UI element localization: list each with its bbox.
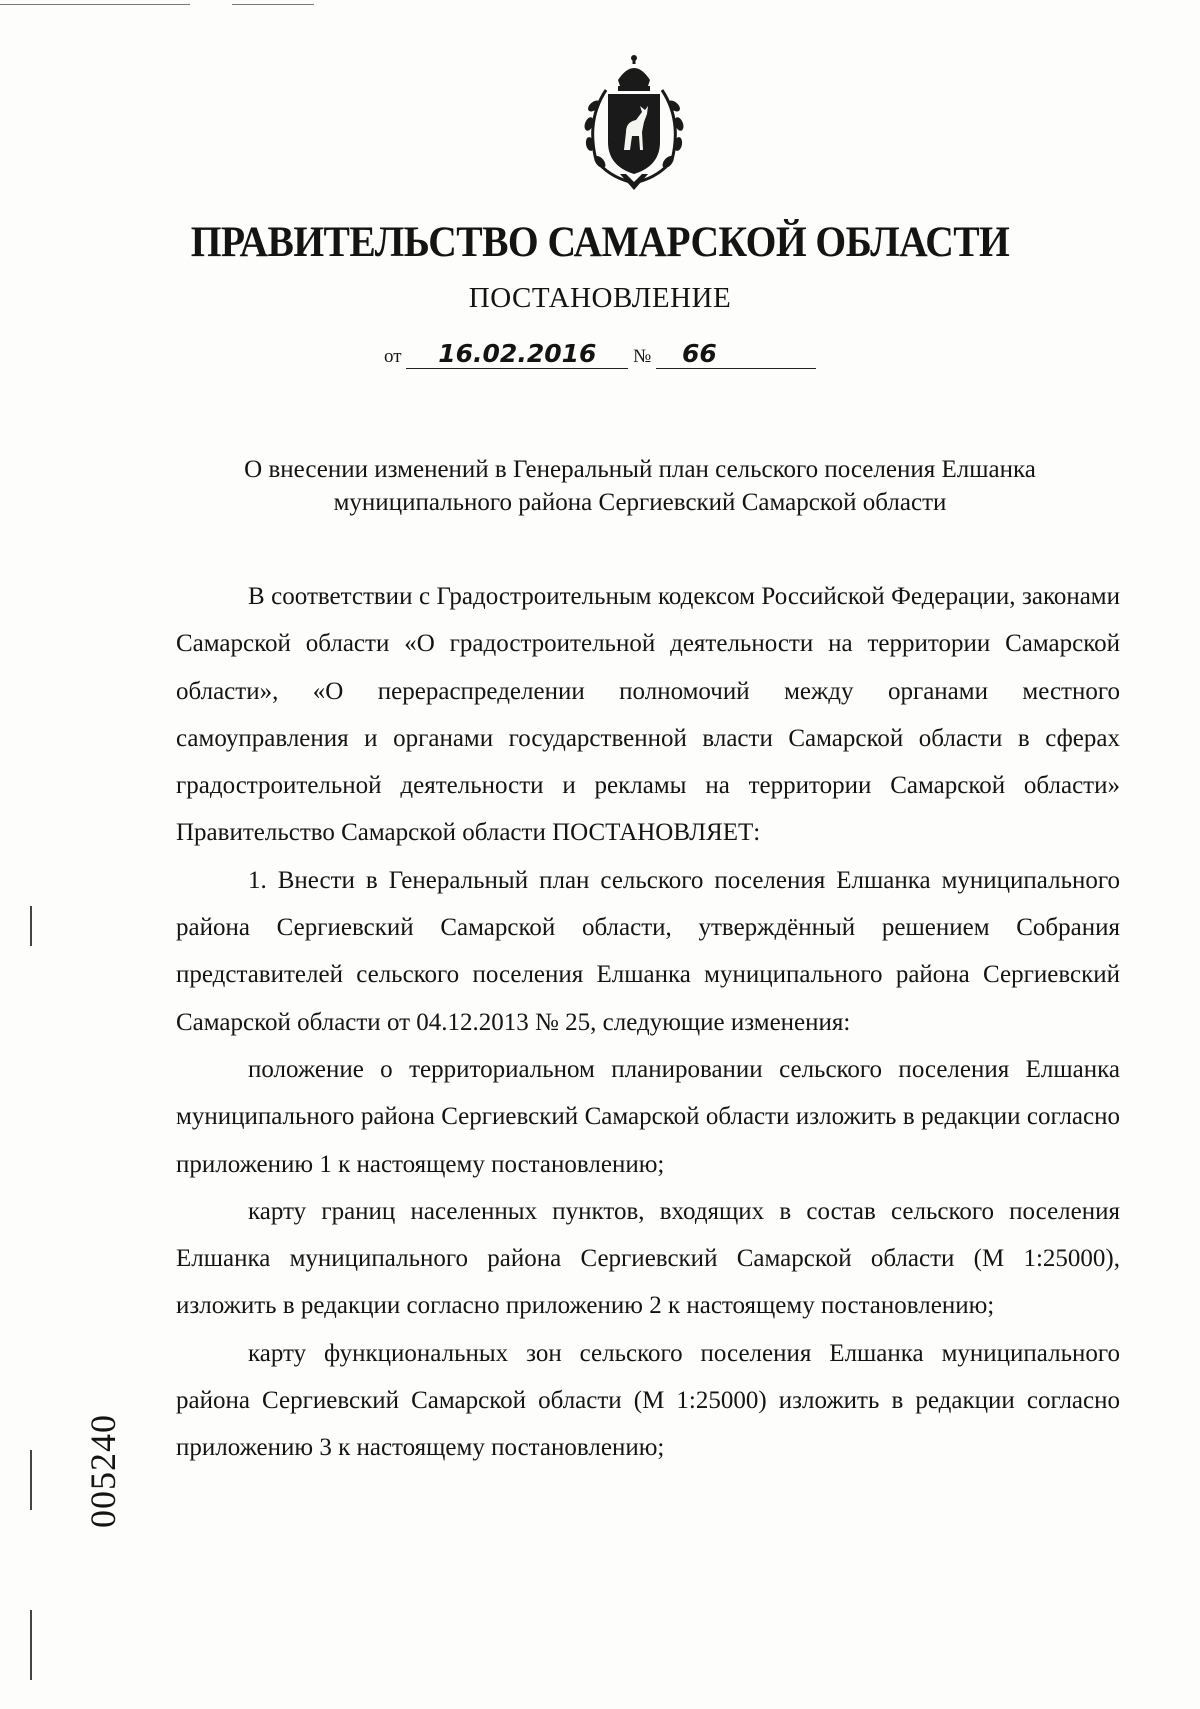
body-paragraph: карту границ населенных пунктов, входящих в состав сельского поселения Елшанка муниципального района Сергиевский Самарской области (М 1:25000), изложить в редакции согласно приложению 2 к настоящему постановлению; <box>176 1197 1120 1320</box>
scan-artifact-mark <box>30 1610 32 1680</box>
scan-artifact-mark <box>30 1450 32 1510</box>
document-type: ПОСТАНОВЛЕНИЕ <box>468 282 732 314</box>
document-date: 16.02.2016 <box>406 340 628 369</box>
coat-of-arms-icon <box>572 50 696 190</box>
subject-line: О внесении изменений в Генеральный план сельского поселения Елшанка <box>244 456 1036 483</box>
document-number: 66 <box>656 340 816 369</box>
body-paragraph: карту функциональных зон сельского поселения Елшанка муниципального района Сергиевский Самарской области (М 1:25000) изложить в редакции согласно приложению 3 к настоящему постановлению; <box>176 1339 1120 1462</box>
organization-title: ПРАВИТЕЛЬСТВО САМАРСКОЙ ОБЛАСТИ <box>190 219 1010 266</box>
document-subject <box>160 453 1120 519</box>
date-number-line <box>0 340 1200 369</box>
body-paragraph: В соответствии с Градостроительным кодексом Российской Федерации, законами Самарской области «О градостроительной деятельности на территории Самарской области», «О перераспределении полномочий между органами местного самоуправления и органами государственной власти Самарской области в сферах градостроительной деятельности и рекламы на территории Самарской области» Правительство Самарской области ПОСТАНОВЛЯЕТ: <box>176 583 1120 847</box>
scan-artifact-line <box>0 4 190 5</box>
scan-artifact-line <box>232 4 314 5</box>
body-paragraph: положение о территориальном планировании сельского поселения Елшанка муниципального района Сергиевский Самарской области изложить в редакции согласно приложению 1 к настоящему постановлению; <box>176 1055 1120 1178</box>
number-prefix: № <box>633 346 652 367</box>
document-body <box>176 573 1120 1472</box>
body-paragraph: 1. Внести в Генеральный план сельского поселения Елшанка муниципального района Сергиевский Самарской области, утверждённый решением Собрания представителей сельского поселения Елшанка муниципального района Сергиевский Самарской области от 04.12.2013 № 25, следующие изменения: <box>176 866 1120 1036</box>
subject-line: муниципального района Сергиевский Самарской области <box>333 489 947 516</box>
scan-artifact-mark <box>30 906 32 946</box>
side-stamp-number: 005240 <box>83 1414 123 1528</box>
date-prefix: от <box>384 346 402 367</box>
